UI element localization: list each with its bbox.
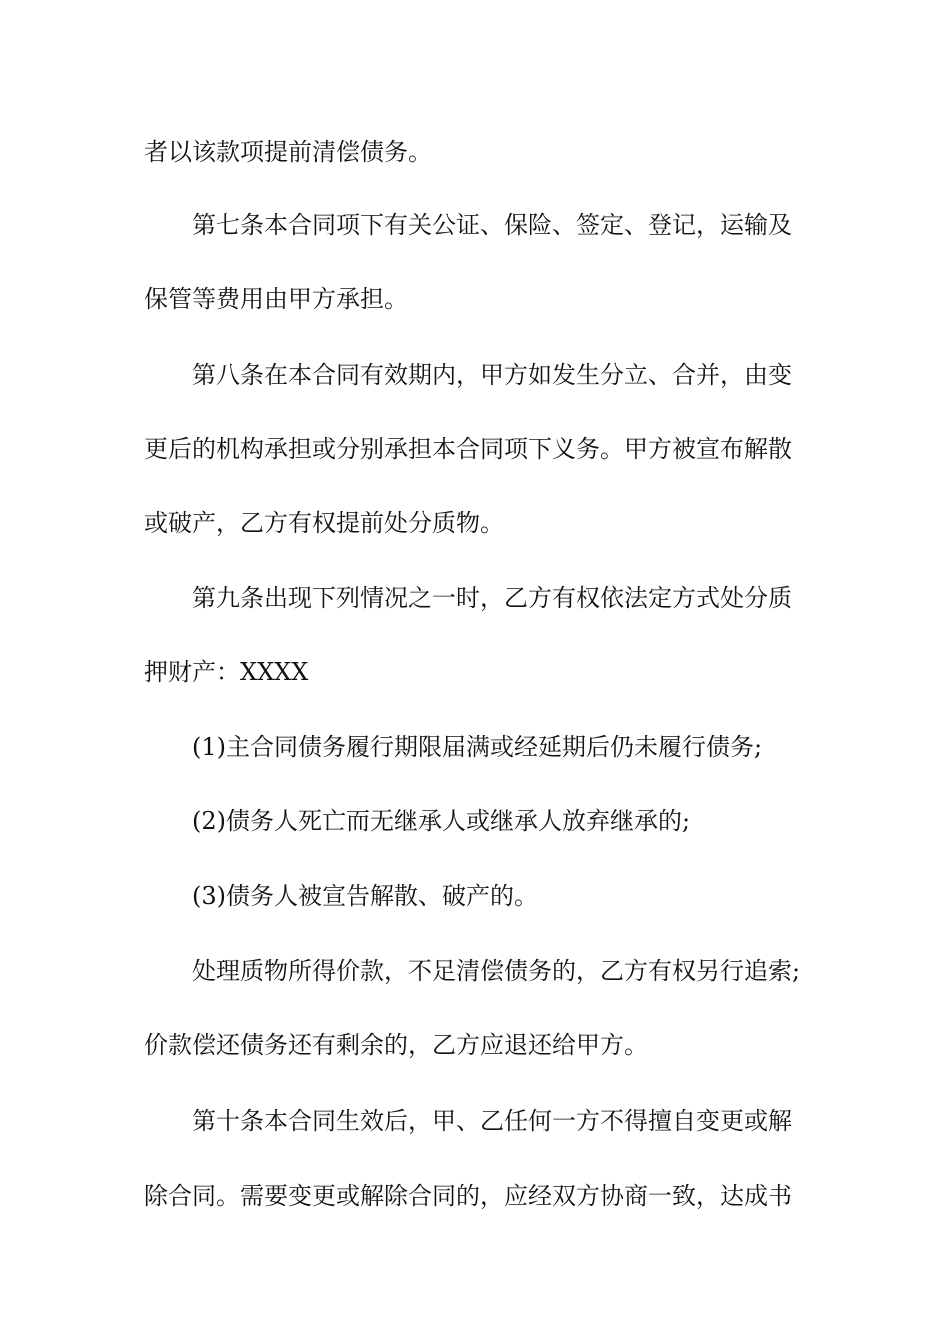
text-line: (3)债务人被宣告解散、破产的。 [192, 882, 538, 910]
text-line: 价款偿还债务还有剩余的，乙方应退还给甲方。 [144, 1031, 648, 1059]
text-line: 第十条本合同生效后，甲、乙任何一方不得擅自变更或解 [192, 1107, 792, 1135]
text-line: 处理质物所得价款，不足清偿债务的，乙方有权另行追索; [192, 957, 801, 985]
text-line: 第九条出现下列情况之一时，乙方有权依法定方式处分质 [192, 584, 792, 612]
text-line: (2)债务人死亡而无继承人或继承人放弃继承的; [192, 807, 691, 835]
text-line: 保管等费用由甲方承担。 [144, 285, 408, 313]
text-line: 更后的机构承担或分别承担本合同项下义务。甲方被宣布解散 [144, 435, 792, 463]
text-line: 第八条在本合同有效期内，甲方如发生分立、合并，由变 [192, 361, 792, 389]
text-line: (1)主合同债务履行期限届满或经延期后仍未履行债务; [192, 733, 763, 761]
text-line: 者以该款项提前清偿债务。 [144, 138, 432, 166]
text-line: 或破产，乙方有权提前处分质物。 [144, 509, 504, 537]
text-line: 押财产：XXXX [144, 658, 309, 686]
text-line: 第七条本合同项下有关公证、保险、签定、登记，运输及 [192, 211, 792, 239]
text-line: 除合同。需要变更或解除合同的，应经双方协商一致，达成书 [144, 1182, 792, 1210]
